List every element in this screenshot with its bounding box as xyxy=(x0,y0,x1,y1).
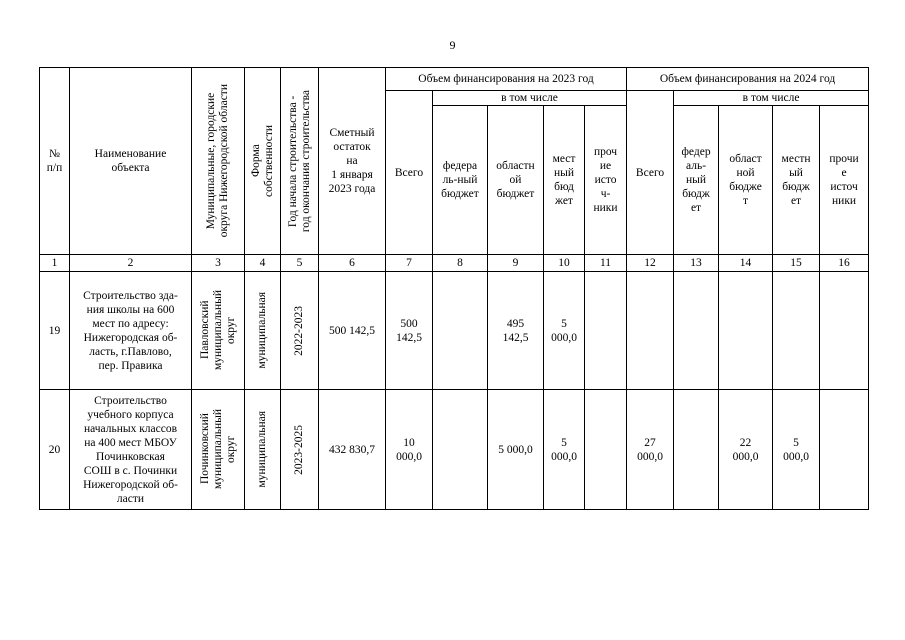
estimated-balance: 432 830,7 xyxy=(319,390,386,510)
column-number: 9 xyxy=(488,255,544,272)
header-other-2024: прочи е источ ники xyxy=(820,106,869,255)
row-num: 19 xyxy=(40,272,70,390)
total-2023: 500 142,5 xyxy=(386,272,433,390)
header-ownership: Форма собственности xyxy=(245,68,281,255)
total-2023: 10 000,0 xyxy=(386,390,433,510)
column-number: 16 xyxy=(820,255,869,272)
column-number: 3 xyxy=(192,255,245,272)
ownership: муниципальная xyxy=(245,272,281,390)
table-row xyxy=(40,272,869,390)
table-row xyxy=(40,390,869,510)
regional-2024: 22 000,0 xyxy=(719,390,773,510)
page-number: 9 xyxy=(449,38,456,52)
ownership: муниципальная xyxy=(245,390,281,510)
column-number: 6 xyxy=(319,255,386,272)
other-2023 xyxy=(585,272,627,390)
total-2024 xyxy=(627,272,674,390)
column-numbers-row xyxy=(40,255,869,272)
column-number: 11 xyxy=(585,255,627,272)
header-funding-2023: Объем финансирования на 2023 год xyxy=(386,68,627,91)
header-total-2023: Всего xyxy=(386,91,433,255)
construction-years: 2023-2025 xyxy=(281,390,319,510)
header-years: Год начала строительства - год окончания строительства xyxy=(281,68,319,255)
other-2023 xyxy=(585,390,627,510)
construction-years: 2022-2023 xyxy=(281,272,319,390)
header-regional-2024: област ной бюдже т xyxy=(719,106,773,255)
header-including-2024: в том числе xyxy=(674,91,869,106)
column-number: 5 xyxy=(281,255,319,272)
local-2023: 5 000,0 xyxy=(544,390,585,510)
local-2024: 5 000,0 xyxy=(773,390,820,510)
regional-2023: 5 000,0 xyxy=(488,390,544,510)
municipality: Починковский муниципальный округ xyxy=(192,390,245,510)
row-num: 20 xyxy=(40,390,70,510)
header-other-2023: проч ие исто ч- ники xyxy=(585,106,627,255)
column-number: 1 xyxy=(40,255,70,272)
header-name: Наименование объекта xyxy=(70,68,192,255)
column-number: 12 xyxy=(627,255,674,272)
other-2024 xyxy=(820,272,869,390)
header-local-2023: мест ный бюд жет xyxy=(544,106,585,255)
header-federal-2024: федер аль- ный бюдж ет xyxy=(674,106,719,255)
column-number: 15 xyxy=(773,255,820,272)
regional-2024 xyxy=(719,272,773,390)
header-municipality: Муниципальные, городские округа Нижегородской области xyxy=(192,68,245,255)
header-local-2024: местн ый бюдж ет xyxy=(773,106,820,255)
column-number: 13 xyxy=(674,255,719,272)
column-number: 14 xyxy=(719,255,773,272)
column-number: 2 xyxy=(70,255,192,272)
financing-table xyxy=(39,67,869,510)
header-num: № п/п xyxy=(40,68,70,255)
local-2024 xyxy=(773,272,820,390)
regional-2023: 495 142,5 xyxy=(488,272,544,390)
object-name: Строительство учебного корпуса начальных классов на 400 мест МБОУ Починковская СОШ в с. Починки Нижегородской об- ласти xyxy=(70,390,192,510)
column-number: 10 xyxy=(544,255,585,272)
header-total-2024: Всего xyxy=(627,91,674,255)
header-regional-2023: областн ой бюджет xyxy=(488,106,544,255)
other-2024 xyxy=(820,390,869,510)
object-name: Строительство зда- ния школы на 600 мест по адресу: Нижегородская об- ласть, г.Павлово, пер. Правика xyxy=(70,272,192,390)
federal-2024 xyxy=(674,272,719,390)
header-funding-2024: Объем финансирования на 2024 год xyxy=(627,68,869,91)
header-federal-2023: федера ль-ный бюджет xyxy=(433,106,488,255)
column-number: 8 xyxy=(433,255,488,272)
header-balance: Сметный остаток на 1 января 2023 года xyxy=(319,68,386,255)
local-2023: 5 000,0 xyxy=(544,272,585,390)
estimated-balance: 500 142,5 xyxy=(319,272,386,390)
column-number: 7 xyxy=(386,255,433,272)
municipality: Павловский муниципальный округ xyxy=(192,272,245,390)
federal-2023 xyxy=(433,272,488,390)
header-including-2023: в том числе xyxy=(433,91,627,106)
federal-2023 xyxy=(433,390,488,510)
total-2024: 27 000,0 xyxy=(627,390,674,510)
column-number: 4 xyxy=(245,255,281,272)
federal-2024 xyxy=(674,390,719,510)
